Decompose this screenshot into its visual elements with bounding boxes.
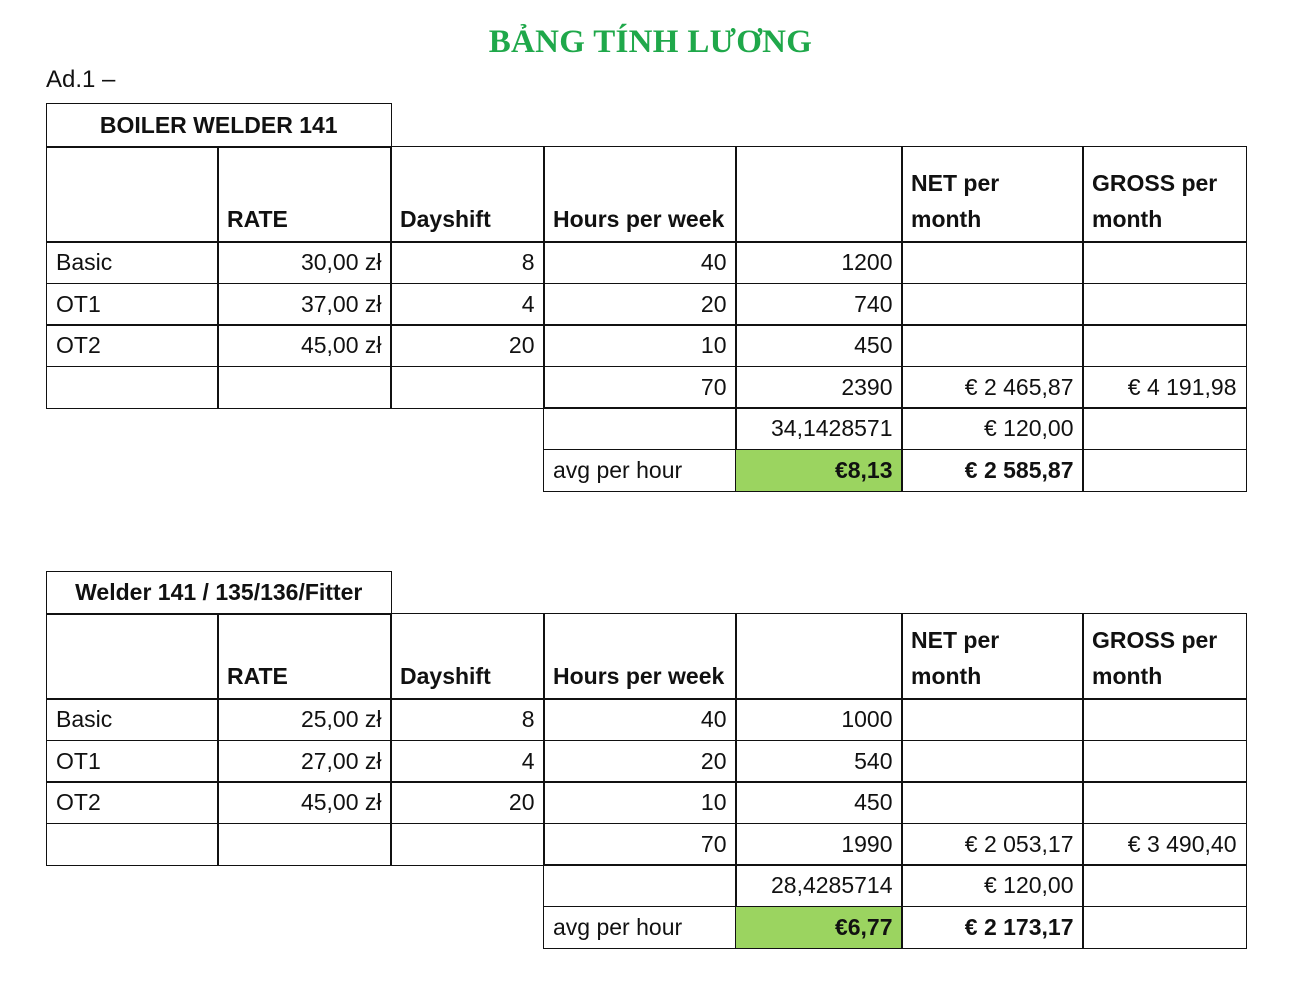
summary-cell: 28,4285714 xyxy=(735,864,903,907)
summary-cell xyxy=(1082,906,1247,949)
column-header: Dayshift xyxy=(390,146,545,243)
table-cell: 20 xyxy=(390,324,545,367)
avg-per-hour-value: €6,77 xyxy=(735,906,903,949)
table-cell xyxy=(1082,241,1247,284)
summary-cell xyxy=(1082,449,1247,492)
table-cell xyxy=(390,823,545,866)
table-cell: 4 xyxy=(390,283,545,326)
table-cell: 40 xyxy=(543,698,737,741)
table-cell: 20 xyxy=(543,283,737,326)
summary-cell xyxy=(1082,864,1247,907)
column-header: GROSS per month xyxy=(1082,613,1247,700)
summary-cell xyxy=(543,864,737,907)
table-cell: € 2 053,17 xyxy=(901,823,1084,866)
table-cell xyxy=(1082,781,1247,824)
table-cell: OT1 xyxy=(46,283,219,326)
net-total-value: € 2 585,87 xyxy=(901,449,1084,492)
summary-cell: € 120,00 xyxy=(901,407,1084,450)
table-cell xyxy=(46,823,219,866)
table-cell: 450 xyxy=(735,781,903,824)
table-cell: 25,00 zł xyxy=(217,698,392,741)
avg-per-hour-label: avg per hour xyxy=(543,449,737,492)
table-cell xyxy=(901,324,1084,367)
table-cell: OT2 xyxy=(46,324,219,367)
table-cell xyxy=(901,241,1084,284)
column-header: RATE xyxy=(217,613,392,700)
column-header: NET per month xyxy=(901,146,1084,243)
table-cell xyxy=(46,366,219,409)
column-header xyxy=(735,613,903,700)
table-cell: 8 xyxy=(390,241,545,284)
table-cell: € 2 465,87 xyxy=(901,366,1084,409)
table-cell: 30,00 zł xyxy=(217,241,392,284)
table-cell xyxy=(1082,740,1247,783)
table-cell xyxy=(390,366,545,409)
table-cell: 20 xyxy=(390,781,545,824)
table-cell xyxy=(1082,283,1247,326)
table-cell xyxy=(1082,698,1247,741)
table-cell: € 3 490,40 xyxy=(1082,823,1247,866)
table-cell: 8 xyxy=(390,698,545,741)
summary-cell: 34,1428571 xyxy=(735,407,903,450)
table-cell: OT2 xyxy=(46,781,219,824)
page-title: BẢNG TÍNH LƯƠNG xyxy=(488,24,813,60)
table-cell: 450 xyxy=(735,324,903,367)
table-cell xyxy=(217,823,392,866)
table-cell: 40 xyxy=(543,241,737,284)
table-cell: 70 xyxy=(543,823,737,866)
summary-cell xyxy=(1082,407,1247,450)
table-cell: € 4 191,98 xyxy=(1082,366,1247,409)
table-cell: 1000 xyxy=(735,698,903,741)
column-header xyxy=(46,613,219,700)
table-cell xyxy=(1082,324,1247,367)
table-cell xyxy=(901,698,1084,741)
column-header: NET per month xyxy=(901,613,1084,700)
table-cell: 2390 xyxy=(735,366,903,409)
table-cell: Basic xyxy=(46,698,219,741)
summary-cell xyxy=(543,407,737,450)
table-cell: 540 xyxy=(735,740,903,783)
table-cell: 4 xyxy=(390,740,545,783)
table-cell: OT1 xyxy=(46,740,219,783)
column-header: Dayshift xyxy=(390,613,545,700)
table-cell: 1200 xyxy=(735,241,903,284)
table-cell xyxy=(901,283,1084,326)
table-cell: 10 xyxy=(543,781,737,824)
table-title: Welder 141 / 135/136/Fitter xyxy=(46,571,392,615)
column-header xyxy=(46,146,219,243)
avg-per-hour-value: €8,13 xyxy=(735,449,903,492)
table-cell xyxy=(901,740,1084,783)
section-label: Ad.1 – xyxy=(46,66,116,93)
column-header xyxy=(735,146,903,243)
table-cell: 1990 xyxy=(735,823,903,866)
column-header: GROSS per month xyxy=(1082,146,1247,243)
avg-per-hour-label: avg per hour xyxy=(543,906,737,949)
table-cell: 20 xyxy=(543,740,737,783)
table-cell xyxy=(901,781,1084,824)
table-cell: 740 xyxy=(735,283,903,326)
table-cell: 70 xyxy=(543,366,737,409)
net-total-value: € 2 173,17 xyxy=(901,906,1084,949)
table-cell: 45,00 zł xyxy=(217,781,392,824)
table-cell: 27,00 zł xyxy=(217,740,392,783)
table-title: BOILER WELDER 141 xyxy=(46,103,392,148)
summary-cell: € 120,00 xyxy=(901,864,1084,907)
table-cell: 37,00 zł xyxy=(217,283,392,326)
table-cell: 10 xyxy=(543,324,737,367)
column-header: RATE xyxy=(217,146,392,243)
table-cell xyxy=(217,366,392,409)
column-header: Hours per week xyxy=(543,146,737,243)
table-cell: 45,00 zł xyxy=(217,324,392,367)
column-header: Hours per week xyxy=(543,613,737,700)
table-cell: Basic xyxy=(46,241,219,284)
